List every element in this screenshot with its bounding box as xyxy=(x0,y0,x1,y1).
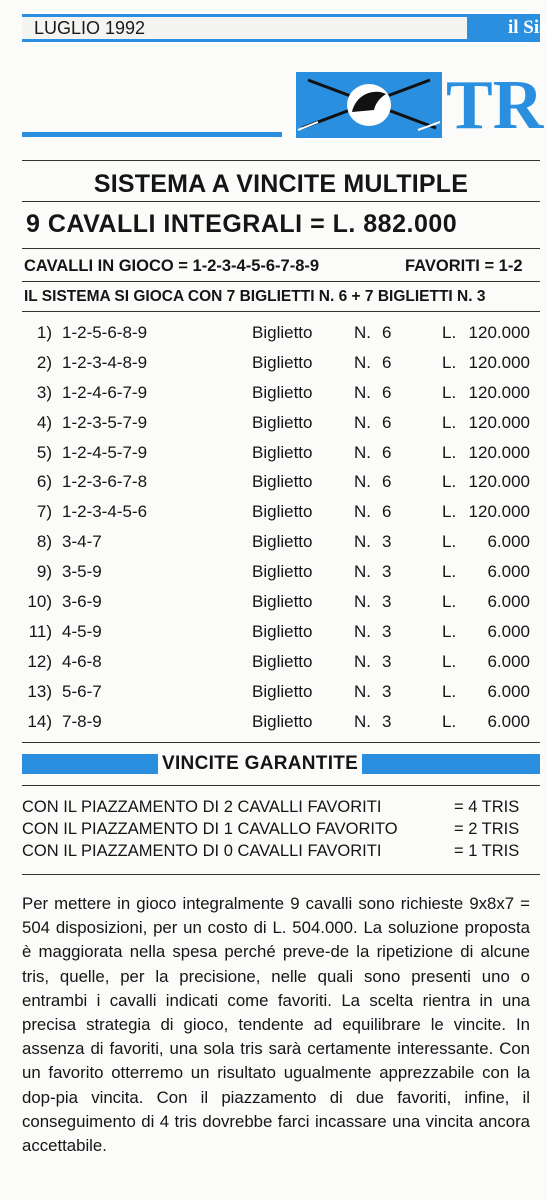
ticket-n-label: N. xyxy=(354,711,371,731)
ticket-number: 10) xyxy=(27,592,52,612)
accent-rule xyxy=(22,132,282,137)
ticket-n-label: N. xyxy=(354,323,371,342)
divider xyxy=(22,311,540,312)
ticket-label: Biglietto xyxy=(252,502,313,522)
wins-list xyxy=(22,796,540,862)
ticket-row xyxy=(0,467,540,497)
ticket-row xyxy=(0,617,540,647)
ticket-label: Biglietto xyxy=(252,352,313,372)
wins-header: VINCITE GARANTITE xyxy=(158,751,362,777)
win-result: = 2 TRIS xyxy=(454,820,520,838)
ticket-combination: 1-2-3-4-8-9 xyxy=(62,352,148,372)
ticket-n-label: N. xyxy=(354,532,371,552)
ticket-row xyxy=(0,318,540,348)
ticket-label: Biglietto xyxy=(252,412,313,432)
win-condition: CON IL PIAZZAMENTO DI 1 CAVALLO FAVORITO xyxy=(22,820,398,838)
ticket-combination: 1-2-5-6-8-9 xyxy=(62,323,148,342)
favoriti-line: FAVORITI = 1-2 xyxy=(405,257,523,275)
ticket-combination: 4-6-8 xyxy=(62,651,102,671)
crossed-whips-jockey-icon xyxy=(296,72,442,138)
ticket-number: 1) xyxy=(36,323,52,342)
ticket-label: Biglietto xyxy=(252,651,313,671)
ticket-size: 6 xyxy=(382,442,392,462)
ticket-number: 11) xyxy=(28,621,52,641)
ticket-size: 3 xyxy=(382,621,392,641)
issue-date: LUGLIO 1992 xyxy=(22,17,467,39)
ticket-size: 3 xyxy=(382,711,392,731)
ticket-size: 6 xyxy=(382,502,392,522)
ticket-label: Biglietto xyxy=(252,711,313,731)
system-subtitle: 9 CAVALLI INTEGRALI = L. 882.000 xyxy=(26,210,458,238)
cavalli-line: CAVALLI IN GIOCO = 1-2-3-4-5-6-7-8-9 xyxy=(24,257,320,275)
ticket-amount: 6.000 xyxy=(487,532,530,552)
ticket-combination: 3-5-9 xyxy=(62,562,102,582)
system-line: IL SISTEMA SI GIOCA CON 7 BIGLIETTI N. 6 + 7 BIGLIETTI N. 3 xyxy=(24,288,486,305)
ticket-row xyxy=(0,497,540,527)
ticket-amount: 120.000 xyxy=(468,442,530,462)
ticket-number: 12) xyxy=(27,651,52,671)
divider xyxy=(22,785,540,786)
currency-label: L. xyxy=(442,412,457,432)
ticket-label: Biglietto xyxy=(252,472,313,492)
ticket-combination: 5-6-7 xyxy=(62,681,102,701)
ticket-label: Biglietto xyxy=(252,382,313,402)
ticket-label: Biglietto xyxy=(252,532,313,552)
ticket-list xyxy=(0,318,540,736)
ticket-size: 3 xyxy=(382,681,392,701)
ticket-number: 7) xyxy=(36,502,52,522)
ticket-row xyxy=(0,677,540,707)
ticket-n-label: N. xyxy=(354,382,371,402)
ticket-number: 6) xyxy=(36,472,52,492)
divider xyxy=(22,742,540,743)
ticket-combination: 1-2-3-4-5-6 xyxy=(62,502,148,522)
ticket-number: 4) xyxy=(36,412,52,432)
ticket-size: 6 xyxy=(382,323,392,342)
ticket-label: Biglietto xyxy=(252,323,313,342)
ticket-size: 3 xyxy=(382,532,392,552)
ticket-n-label: N. xyxy=(354,412,371,432)
ticket-row xyxy=(0,527,540,557)
ticket-number: 3) xyxy=(36,382,52,402)
ticket-size: 3 xyxy=(382,562,392,582)
ticket-size: 6 xyxy=(382,472,392,492)
ticket-number: 13) xyxy=(27,681,52,701)
currency-label: L. xyxy=(442,382,457,402)
currency-label: L. xyxy=(442,651,457,671)
ticket-n-label: N. xyxy=(354,592,371,612)
win-row xyxy=(22,840,540,862)
ticket-n-label: N. xyxy=(354,681,371,701)
ticket-label: Biglietto xyxy=(252,592,313,612)
win-condition: CON IL PIAZZAMENTO DI 0 CAVALLI FAVORITI xyxy=(22,842,382,860)
win-row xyxy=(22,818,540,840)
ticket-n-label: N. xyxy=(354,472,371,492)
win-row xyxy=(22,796,540,818)
ticket-size: 6 xyxy=(382,412,392,432)
ticket-number: 14) xyxy=(27,711,52,731)
ticket-size: 6 xyxy=(382,352,392,372)
ticket-combination: 7-8-9 xyxy=(62,711,102,731)
ticket-combination: 1-2-4-5-7-9 xyxy=(62,442,148,462)
ticket-size: 6 xyxy=(382,382,392,402)
divider xyxy=(22,201,540,202)
ticket-row xyxy=(0,348,540,378)
ticket-amount: 120.000 xyxy=(468,382,530,402)
win-condition: CON IL PIAZZAMENTO DI 2 CAVALLI FAVORITI xyxy=(22,798,382,816)
currency-label: L. xyxy=(442,681,457,701)
currency-label: L. xyxy=(442,323,457,342)
ticket-label: Biglietto xyxy=(252,621,313,641)
ticket-number: 2) xyxy=(36,352,52,372)
ticket-combination: 1-2-3-5-7-9 xyxy=(62,412,148,432)
ticket-number: 8) xyxy=(36,532,52,552)
ticket-amount: 6.000 xyxy=(487,621,530,641)
ticket-n-label: N. xyxy=(354,651,371,671)
win-result: = 1 TRIS xyxy=(454,842,520,860)
ticket-amount: 120.000 xyxy=(468,502,530,522)
divider xyxy=(22,160,540,161)
ticket-combination: 3-6-9 xyxy=(62,592,102,612)
ticket-combination: 1-2-4-6-7-9 xyxy=(62,382,148,402)
ticket-number: 9) xyxy=(36,562,52,582)
ticket-size: 3 xyxy=(382,651,392,671)
ticket-row xyxy=(0,707,540,737)
header-bar xyxy=(22,14,547,42)
ticket-label: Biglietto xyxy=(252,562,313,582)
ticket-label: Biglietto xyxy=(252,442,313,462)
ticket-row xyxy=(0,647,540,677)
ticket-amount: 120.000 xyxy=(468,412,530,432)
ticket-amount: 6.000 xyxy=(487,562,530,582)
divider xyxy=(22,248,540,249)
ticket-amount: 120.000 xyxy=(468,472,530,492)
currency-label: L. xyxy=(442,472,457,492)
ticket-amount: 6.000 xyxy=(487,651,530,671)
ticket-n-label: N. xyxy=(354,621,371,641)
currency-label: L. xyxy=(442,352,457,372)
ticket-n-label: N. xyxy=(354,502,371,522)
currency-label: L. xyxy=(442,442,457,462)
ticket-combination: 4-5-9 xyxy=(62,621,102,641)
ticket-n-label: N. xyxy=(354,562,371,582)
win-result: = 4 TRIS xyxy=(454,798,520,816)
ticket-size: 3 xyxy=(382,592,392,612)
currency-label: L. xyxy=(442,711,457,731)
currency-label: L. xyxy=(442,621,457,641)
body-paragraph: Per mettere in gioco integralmente 9 cavalli sono richieste 9x8x7 = 504 disposizioni, per un costo di L. 504.000. La soluzione proposta è maggiorata nella spesa perché preve-de la ripetizione di alcune tris, quelle, per la precisione, nelle quali sono presenti uno o entrambi i cavalli indicati come favoriti. La scelta rientra in una precisa strategia di gioco, tendente ad equilibrare le vincite. In assenza di favoriti, una sola tris sarà certamente interessante. Con un favorito otterremo un risultato ugualmente apprezzabile con la dop-pia vincita. Con il piazzamento di due favoriti, infine, il conseguimento di 4 tris dovrebbe farci incassare una vincita ancora accettabile. xyxy=(22,894,530,1156)
ticket-amount: 120.000 xyxy=(468,352,530,372)
currency-label: L. xyxy=(442,532,457,552)
currency-label: L. xyxy=(442,502,457,522)
ticket-label: Biglietto xyxy=(252,681,313,701)
currency-label: L. xyxy=(442,592,457,612)
ticket-combination: 1-2-3-6-7-8 xyxy=(62,472,148,492)
ticket-row xyxy=(0,408,540,438)
ticket-n-label: N. xyxy=(354,352,371,372)
ticket-row xyxy=(0,378,540,408)
ticket-combination: 3-4-7 xyxy=(62,532,102,552)
ticket-row xyxy=(0,557,540,587)
divider xyxy=(22,281,540,282)
section-big-title: TR xyxy=(446,67,544,144)
divider xyxy=(22,874,540,875)
ticket-row xyxy=(0,587,540,617)
ticket-number: 5) xyxy=(36,442,52,462)
page-title: SISTEMA A VINCITE MULTIPLE xyxy=(93,170,469,198)
ticket-amount: 6.000 xyxy=(487,711,530,731)
ticket-amount: 6.000 xyxy=(487,592,530,612)
currency-label: L. xyxy=(442,562,457,582)
ticket-row xyxy=(0,438,540,468)
magazine-brand: il Sis xyxy=(508,17,547,38)
ticket-amount: 6.000 xyxy=(487,681,530,701)
ticket-amount: 120.000 xyxy=(468,323,530,342)
ticket-n-label: N. xyxy=(354,442,371,462)
